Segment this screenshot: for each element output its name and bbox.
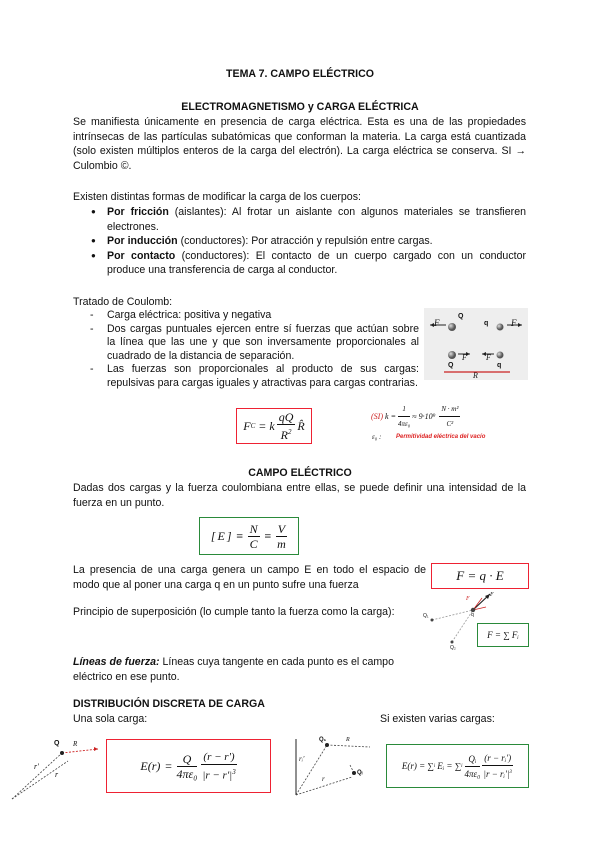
label-R: R [73,740,78,748]
coulomb-formula: F C = k $\frac{qQ}{R^2}$ R̂ [236,408,312,444]
charge-q1 [325,743,329,747]
charge-q [497,324,504,331]
charge-Q [60,751,64,755]
list-item: - Las fuerzas son proporcionales al producto de sus cargas: repulsivas para cargas iguales y atractivas para cargas contrarias. [73,363,419,390]
coulomb-title: Tratado de Coulomb: [73,296,173,308]
arrow-head [94,747,98,751]
superposition-formula: F = ∑ Fᵢ [477,623,529,647]
list-item: ● Por fricción (aislantes): Al frotar un aislante con algunos materiales se transfieren electrones. [73,205,526,234]
charge-qi [352,771,356,775]
list-item: - Dos cargas puntuales ejercen entre sí fuerzas que actúan sobre la línea que las une y que son inversamente proporcionales al cuadrado de la distancia de separación. [73,323,419,364]
intro-paragraph: Se manifiesta únicamente en presencia de carga eléctrica. Esta es una de las propiedades intrínsecas de las partículas subatómicas que conforman la materia. La carga está cuantizada (solo existen múltiplos enteros de la carga del electrón). La carga eléctrica se conserva. SI → Culombio ©. [73,116,526,172]
label-r-prime: r' [34,762,39,771]
units-formula: [ E ] ≡ $\frac{N}{C}$ ≡ $\frac{V}{m}$ [199,517,299,555]
k-value: (SI) k = $\frac{1}{\text{4πε₀}}$ ≈ 9·10⁹ $\frac{\text{N · m²}}{\text{C²}}$ [371,402,460,431]
label-f: F [462,353,467,362]
single-field-formula: E(r) = $\frac{Q}{\text{4πε₀}}$ $\frac{(r - r')}{|r - r'|^3}$ [106,739,271,793]
charge-Q [448,323,456,331]
label-R: R [346,737,350,743]
charge-methods-list [73,205,526,278]
charge-q2 [451,641,454,644]
vector-ri [296,745,327,795]
label-q: Q [54,740,60,747]
label-q1: Q₁ [423,613,429,619]
multi-field-formula: E(r) = ∑ i Eᵢ = ∑ i $\frac{\text{Qᵢ}}{\text{4πε₀}}$ $\frac{\text{(r − rᵢ')}}{|r - rᵢ'|^3}$ [386,744,529,788]
label-Q: Q [448,362,454,369]
vector-R [62,749,98,753]
section-heading-distribucion: DISTRIBUCIÓN DISCRETA DE CARGA [73,698,265,710]
charge-q1 [431,619,434,622]
label-Q: Q [458,313,464,320]
field-lines-paragraph: Líneas de fuerza: Líneas cuya tangente en cada punto es el campo eléctrico en ese punto. [73,656,394,683]
vector-r [12,761,68,799]
label-f: F [490,592,494,598]
label-r: R [473,371,478,380]
section-heading-campo: CAMPO ELÉCTRICO [248,467,352,479]
coulomb-list [73,309,419,391]
vector-R [327,745,370,747]
label-r: r [322,775,325,783]
multi-charge-diagram [292,737,382,799]
list-item: ● Por inducción (conductores): Por atracción y repulsión entre cargas. [73,234,526,249]
single-charge-label: Una sola carga: [73,713,148,725]
vector-line [452,610,473,642]
eps-description: Permitividad eléctrica del vacío [396,434,486,440]
label-q: q [497,362,502,369]
list-item: - Carga eléctrica: positiva y negativa [73,309,419,323]
section-heading-electromagnetismo: ELECTROMAGNETISMO y CARGA ELÉCTRICA [181,101,419,113]
multiple-charges-label: Si existen varias cargas: [380,713,495,725]
eps-label: ε₀ : [372,433,382,441]
label-qi: Qᵢ [357,770,363,776]
vector-line [432,610,473,620]
label-f: F [434,318,440,328]
list-item: ● Por contacto (conductores): El contacto de un cuerpo cargado con un conductor produce una transferencia de carga al conductor. [73,249,526,278]
label-r: r [55,770,59,779]
charge-q [497,352,504,359]
forms-intro: Existen distintas formas de modificar la carga de los cuerpos: [73,191,361,203]
superposition-text: Principio de superposición (lo cumple tanto la fuerza como la carga): [73,606,395,618]
arrow-head [518,323,522,327]
label-f: F [486,353,491,362]
coulomb-diagram [424,308,528,380]
label-f: F [511,318,517,328]
campo-intro: Dadas dos cargas y la fuerza coulombiana entre ellas, se puede definir una intensidad de la fuerza en un punto. [73,482,526,509]
label-f: F [466,596,470,602]
label-q: q [471,612,474,618]
charge-Q [448,351,456,359]
page-title: TEMA 7. CAMPO ELÉCTRICO [226,68,374,80]
presence-paragraph: La presencia de una carga genera un campo E en todo el espacio de modo que al poner una carga q en un punto sufre una fuerza [73,564,426,591]
label-q: q [484,320,489,327]
force-formula: F = q · E [431,563,529,589]
label-q1: Q₁ [319,737,327,743]
single-charge-diagram [10,735,102,803]
multi-charge-svg [292,737,382,799]
label-ri: rᵢ' [299,755,305,763]
label-q2: Q₂ [450,645,456,651]
